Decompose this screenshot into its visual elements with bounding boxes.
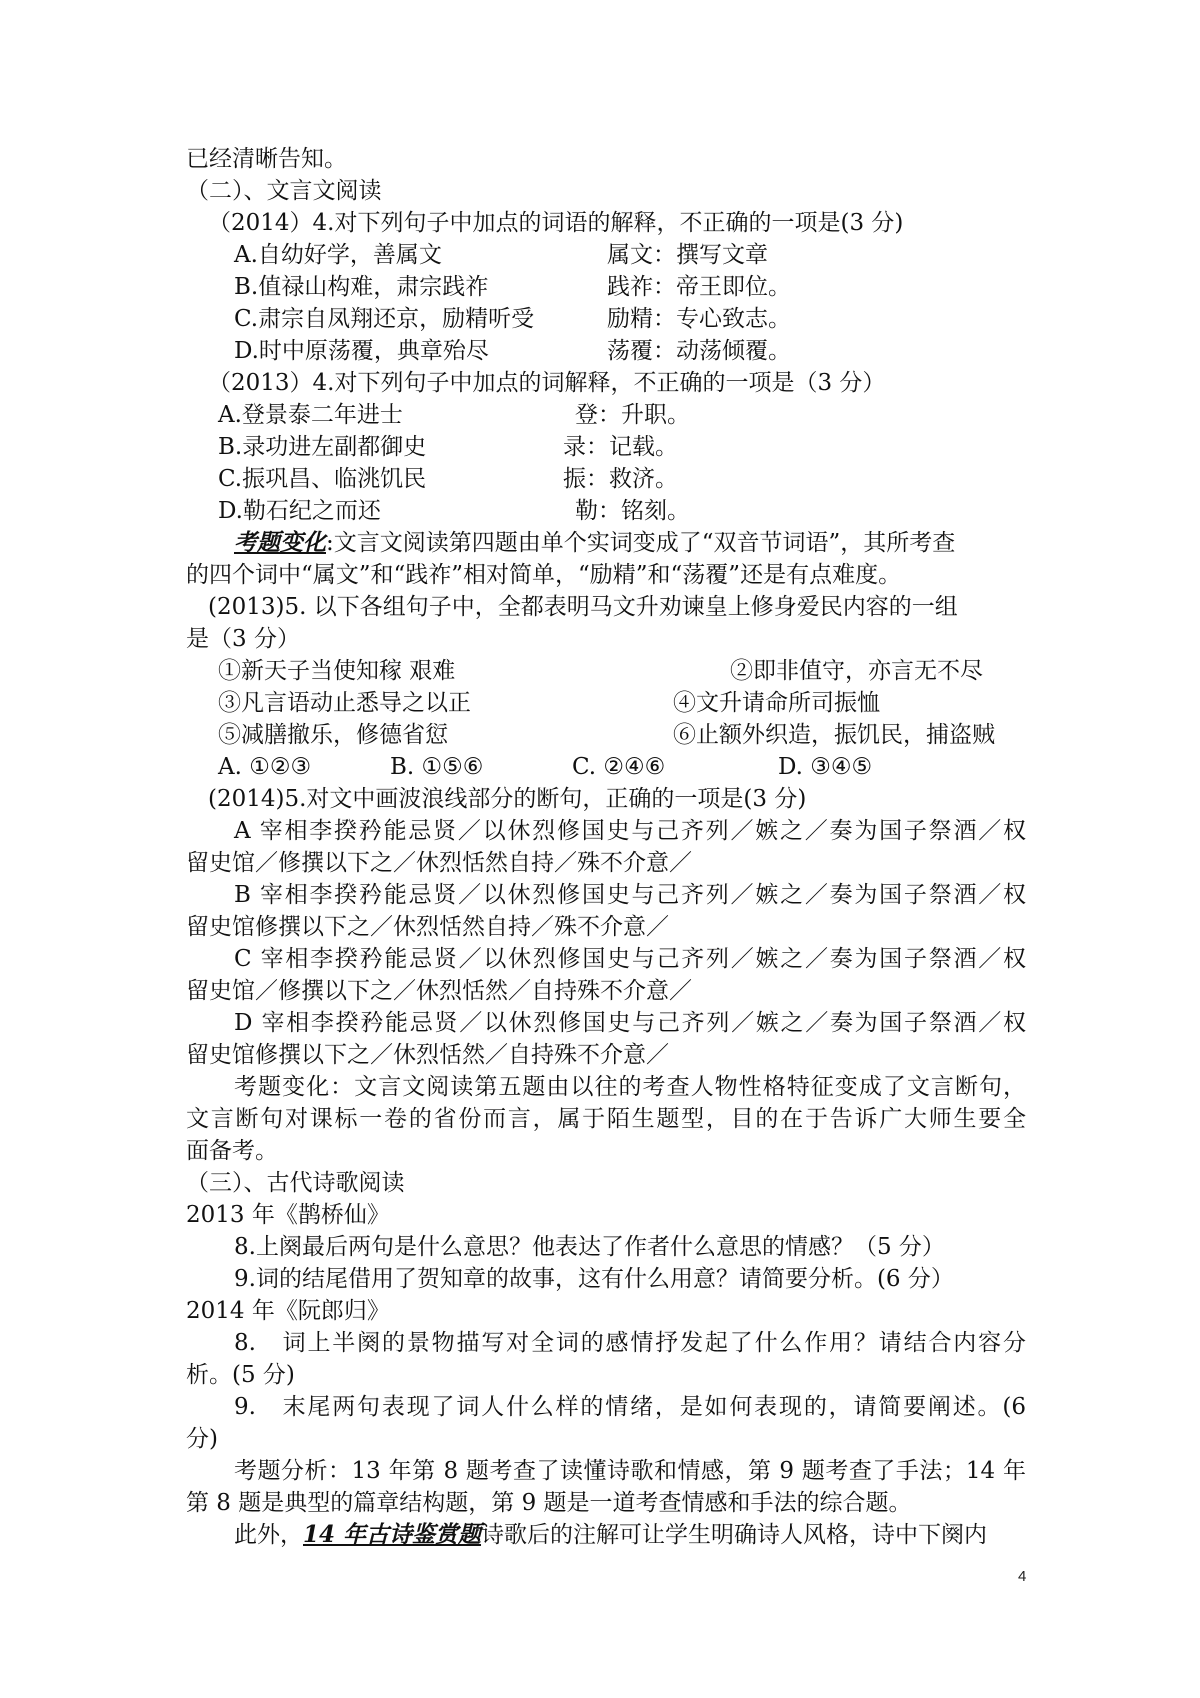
option-text: A.登景泰二年进士 [218, 402, 403, 428]
option-line: D 宰相李揆矜能忌贤／以休烈修国史与己齐列／嫉之／奏为国子祭酒／权 [234, 1010, 1026, 1036]
option-text: ②即非值守，亦言无不尽 [730, 658, 983, 684]
question-line: 9.词的结尾借用了贺知章的故事，这有什么用意？请简要分析。(6 分） [234, 1266, 954, 1292]
option-explain: 践祚：帝王即位。 [607, 274, 791, 300]
option-text: A.自幼好学，善属文 [234, 242, 442, 268]
option-line [218, 496, 690, 526]
text-line: 考题变化：文言文阅读第五题由以往的考查人物性格特征变成了文言断句， [234, 1074, 1026, 1100]
poem-title: 2014 年《阮郎归》 [186, 1298, 390, 1324]
option-text: ⑤减膳撤乐，修德省愆 [218, 722, 448, 748]
option-line [234, 304, 791, 334]
answer-choice-a: A. ①②③ [218, 754, 312, 780]
text-line: 文言断句对课标一卷的省份而言，属于陌生题型，目的在于告诉广大师生要全 [186, 1106, 1026, 1132]
text-line: 考题分析：13 年第 8 题考查了读懂诗歌和情感，第 9 题考查了手法；14 年 [234, 1458, 1026, 1484]
option-explain: 励精：专心致志。 [607, 306, 791, 332]
option-line [218, 464, 678, 494]
text-line: 面备考。 [186, 1138, 278, 1164]
text-line: 第 8 题是典型的篇章结构题，第 9 题是一道考查情感和手法的综合题。 [186, 1490, 912, 1516]
option-line: 留史馆／修撰以下之／休烈恬然／自持殊不介意／ [186, 978, 692, 1004]
section-heading: （二）、文言文阅读 [186, 178, 382, 204]
text-span: 诗歌后的注解可让学生明确诗人风格，诗中下阕内 [481, 1522, 988, 1548]
option-line: 留史馆／修撰以下之／休烈恬然自持／殊不介意／ [186, 850, 692, 876]
option-text: ①新天子当使知稼 艰难 [218, 658, 456, 684]
option-line [234, 272, 791, 302]
text-line [234, 528, 955, 558]
text-line: 分) [186, 1426, 218, 1452]
answer-choice-c: C. ②④⑥ [572, 754, 666, 780]
option-line [218, 656, 983, 686]
section-heading: （三）、古代诗歌阅读 [186, 1170, 405, 1196]
option-text: B.录功进左副都御史 [218, 434, 427, 460]
option-explain: 振：救济。 [563, 466, 678, 492]
text-line [234, 1520, 987, 1550]
page-number: 4 [1018, 1568, 1027, 1585]
answer-choices [218, 752, 873, 782]
option-text: ⑥止额外织造，振饥民，捕盗贼 [673, 722, 995, 748]
option-text: C.肃宗自凤翔还京，励精听受 [234, 306, 535, 332]
option-text: D.时中原荡覆，典章殆尽 [234, 338, 489, 364]
option-line [218, 720, 995, 750]
question-line: 9. 末尾两句表现了词人什么样的情绪，是如何表现的，请简要阐述。(6 [234, 1394, 1026, 1420]
option-line: 留史馆修撰以下之／休烈恬然自持／殊不介意／ [186, 914, 669, 940]
text-span: 此外， [234, 1522, 303, 1548]
question-line: （2013）4.对下列句子中加点的词解释，不正确的一项是（3 分） [208, 370, 886, 396]
option-explain: 属文：撰写文章 [607, 242, 768, 268]
text-span: :文言文阅读第四题由单个实词变成了“双音节词语”，其所考查 [326, 530, 956, 556]
question-line: (2014)5.对文中画波浪线部分的断句，正确的一项是(3 分) [208, 786, 807, 812]
option-explain: 荡覆：动荡倾覆。 [607, 338, 791, 364]
option-explain: 勒：铭刻。 [575, 498, 690, 524]
answer-choice-b: B. ①⑤⑥ [390, 754, 484, 780]
option-line [218, 400, 690, 430]
option-text: D.勒石纪之而还 [218, 498, 381, 524]
option-line: 留史馆修撰以下之／休烈恬然／自持殊不介意／ [186, 1042, 669, 1068]
emphasis-label: 14 年古诗鉴赏题 [303, 1521, 482, 1548]
option-explain: 登：升职。 [575, 402, 690, 428]
text-line: 是（3 分） [186, 626, 300, 652]
text-line: 析。(5 分) [186, 1362, 295, 1388]
text-line: 已经清晰告知。 [186, 146, 347, 172]
option-line [234, 336, 791, 366]
option-text: ③凡言语动止悉导之以正 [218, 690, 471, 716]
question-line: (2013)5. 以下各组句子中，全都表明马文升劝谏皇上修身爱民内容的一组 [208, 594, 958, 620]
option-line [234, 240, 768, 270]
option-line: B 宰相李揆矜能忌贤／以休烈修国史与己齐列／嫉之／奏为国子祭酒／权 [234, 882, 1026, 908]
option-line [218, 688, 880, 718]
option-text: ④文升请命所司振恤 [673, 690, 880, 716]
option-line: C 宰相李揆矜能忌贤／以休烈修国史与己齐列／嫉之／奏为国子祭酒／权 [234, 946, 1026, 972]
emphasis-label: 考题变化 [234, 529, 326, 556]
poem-title: 2013 年《鹊桥仙》 [186, 1202, 390, 1228]
option-line [218, 432, 678, 462]
question-line: 8. 词上半阕的景物描写对全词的感情抒发起了什么作用？请结合内容分 [234, 1330, 1026, 1356]
option-line: A 宰相李揆矜能忌贤／以休烈修国史与己齐列／嫉之／奏为国子祭酒／权 [234, 818, 1026, 844]
option-text: C.振巩昌、临洮饥民 [218, 466, 427, 492]
text-line: 的四个词中“属文”和“践祚”相对简单，“励精”和“荡覆”还是有点难度。 [186, 562, 902, 588]
option-explain: 录：记载。 [563, 434, 678, 460]
answer-choice-d: D. ③④⑤ [778, 754, 873, 780]
question-line: 8.上阕最后两句是什么意思？他表达了作者什么意思的情感？（5 分） [234, 1234, 945, 1260]
question-line: （2014）4.对下列句子中加点的词语的解释，不正确的一项是(3 分) [208, 210, 904, 236]
option-text: B.值禄山构难，肃宗践祚 [234, 274, 489, 300]
